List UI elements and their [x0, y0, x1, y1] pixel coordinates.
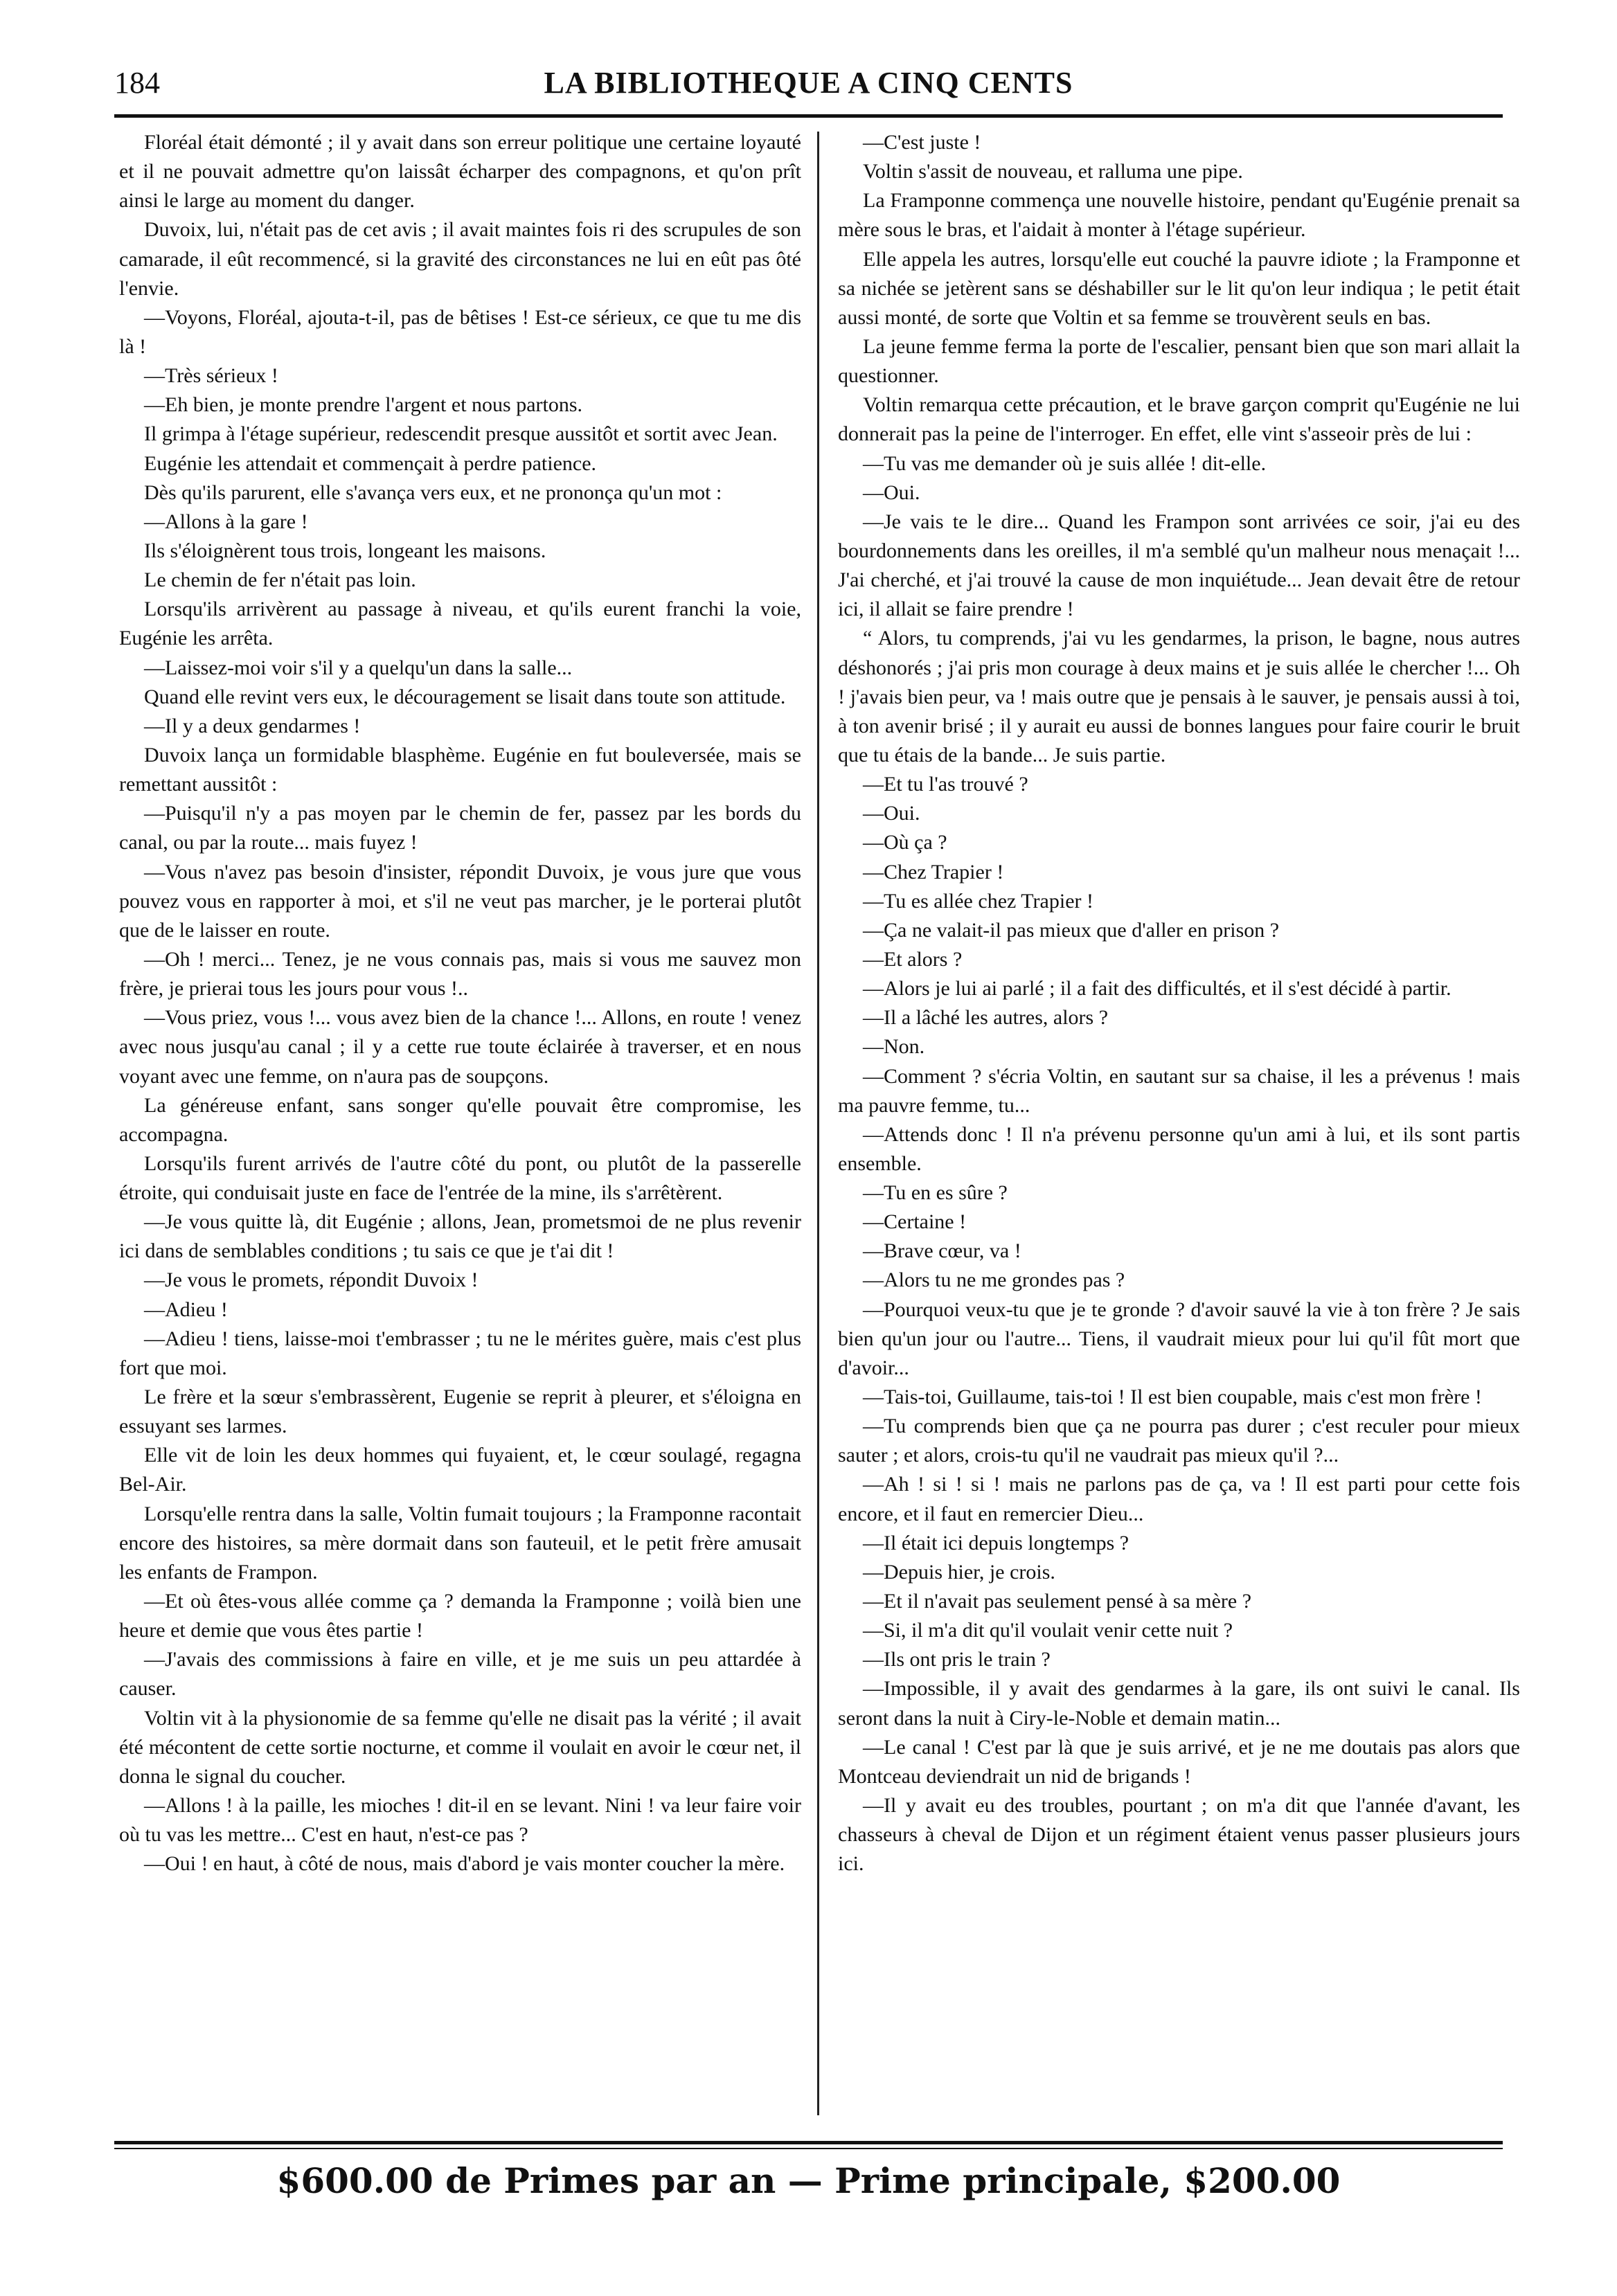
paragraph: Le chemin de fer n'était pas loin.	[144, 568, 416, 592]
paragraph: Quand elle revint vers eux, le découragement se lisait dans toute son attitude.	[144, 685, 786, 708]
paragraph: —Allons ! à la paille, les mioches ! dit-il en se levant. Nini ! va leur faire voir où tu vas les mettre... C'est en haut, n'est-ce pas ?	[119, 1794, 801, 1847]
paragraph: —Eh bien, je monte prendre l'argent et nous partons.	[144, 393, 583, 417]
paragraph: —Voyons, Floréal, ajouta-t-il, pas de bêtises ! Est-ce sérieux, ce que tu me dis là !	[119, 305, 801, 358]
paragraph: —Brave cœur, va !	[863, 1239, 1021, 1263]
paragraph: Lorsqu'elle rentra dans la salle, Voltin fumait toujours ; la Framponne racontait encore des histoires, sa mère dormait dans son fauteuil, et le petit frère amusait les enfants de Frampon.	[119, 1502, 801, 1584]
paragraph: —Il y avait eu des troubles, pourtant ; on m'a dit que l'année d'avant, les chasseurs à cheval de Dijon et un régiment étaient venus passer plusieurs jours ici.	[838, 1794, 1520, 1876]
paragraph: —Depuis hier, je crois.	[863, 1560, 1055, 1584]
page-number: 184	[114, 66, 160, 100]
paragraph: —Certaine !	[863, 1210, 967, 1234]
paragraph: —Je vous le promets, répondit Duvoix !	[144, 1268, 479, 1292]
running-title: LA BIBLIOTHEQUE A CINQ CENTS	[544, 66, 1073, 100]
paragraph: —J'avais des commissions à faire en ville, et je me suis un peu attardée à causer.	[119, 1648, 801, 1701]
paragraph: —Allons à la gare !	[144, 510, 308, 533]
paragraph: —Attends donc ! Il n'a prévenu personne qu'un ami à lui, et ils sont partis ensemble.	[838, 1122, 1520, 1175]
paragraph: Duvoix lança un formidable blasphème. Eugénie en fut bouleversée, mais se remettant aussitôt :	[119, 743, 801, 796]
column-divider	[817, 132, 819, 2115]
paragraph: —Oui ! en haut, à côté de nous, mais d'abord je vais monter coucher la mère.	[144, 1852, 785, 1876]
paragraph: Voltin s'assit de nouveau, et ralluma une pipe.	[863, 160, 1243, 183]
paragraph: Voltin vit à la physionomie de sa femme qu'elle ne disait pas la vérité ; il avait été mécontent de cette sortie nocturne, et comme il voulait en avoir le cœur net, il donna le signal du coucher.	[119, 1706, 801, 1788]
paragraph: Le frère et la sœur s'embrassèrent, Eugenie se reprit à pleurer, et s'éloigna en essuyant ses larmes.	[119, 1385, 801, 1438]
footer-banner: $600.00 de Primes par an — Prime principale, $200.00	[276, 2160, 1341, 2201]
paragraph: —Impossible, il y avait des gendarmes à la gare, ils ont suivi le canal. Ils seront dans la nuit à Ciry-le-Noble et demain matin...	[838, 1677, 1520, 1730]
left-column	[119, 128, 801, 2122]
header-rule	[114, 114, 1503, 118]
paragraph: —Tu comprends bien que ça ne pourra pas durer ; c'est reculer pour mieux sauter ; et alors, crois-tu qu'il ne vaudrait pas mieux qu'il ?...	[838, 1415, 1520, 1467]
paragraph: —Oh ! merci... Tenez, je ne vous connais pas, mais si vous me sauvez mon frère, je prierai tous les jours pour vous !..	[119, 947, 801, 1001]
paragraph: La généreuse enfant, sans songer qu'elle pouvait être compromise, les accompagna.	[119, 1093, 801, 1146]
paragraph: —Le canal ! C'est par là que je suis arrivé, et je ne me doutais pas alors que Montceau deviendrait un nid de brigands !	[838, 1735, 1520, 1788]
paragraph: —Il était ici depuis longtemps ?	[863, 1531, 1129, 1554]
paragraph: —Puisqu'il n'y a pas moyen par le chemin de fer, passez par les bords du canal, ou par la route... mais fuyez !	[119, 802, 801, 854]
paragraph: —Très sérieux !	[144, 364, 278, 388]
paragraph: —Pourquoi veux-tu que je te gronde ? d'avoir sauvé la vie à ton frère ? Je sais bien qu'un jour ou l'autre... Tiens, il vaudrait mieux pour lui qu'il fût mort que d'avoir...	[838, 1298, 1520, 1379]
paragraph: —Je vous quitte là, dit Eugénie ; allons, Jean, prometsmoi de ne plus revenir ici dans de semblables conditions ; tu sais ce que je t'ai dit !	[119, 1210, 801, 1263]
paragraph: —Laissez-moi voir s'il y a quelqu'un dans la salle...	[144, 656, 573, 679]
paragraph: —Et il n'avait pas seulement pensé à sa mère ?	[863, 1590, 1252, 1613]
paragraph: —Vous priez, vous !... vous avez bien de la chance !... Allons, en route ! venez avec nous jusqu'au canal ; il y a cette rue toute éclairée à traverser, et en nous voyant avec une femme, on n'aura pas de soupçons.	[119, 1006, 801, 1088]
paragraph: —Et où êtes-vous allée comme ça ? demanda la Framponne ; voilà bien une heure et demie que vous êtes partie !	[119, 1590, 801, 1642]
paragraph: —Ah ! si ! si ! mais ne parlons pas de ça, va ! Il est parti pour cette fois encore, et il faut en remercier Dieu...	[838, 1473, 1520, 1525]
paragraph: —Si, il m'a dit qu'il voulait venir cette nuit ?	[863, 1619, 1233, 1642]
paragraph: —Et alors ?	[863, 947, 963, 971]
paragraph: Floréal était démonté ; il y avait dans son erreur politique une certaine loyauté et il ne pouvait admettre qu'on laissât écharper des compagnons, et qu'on prît ainsi le large au moment du danger.	[119, 131, 801, 213]
paragraph: —Comment ? s'écria Voltin, en sautant sur sa chaise, il les a prévenus ! mais ma pauvre femme, tu...	[838, 1064, 1520, 1117]
paragraph: —Il a lâché les autres, alors ?	[863, 1006, 1109, 1030]
paragraph: —Il y a deux gendarmes !	[144, 714, 361, 737]
paragraph: Lorsqu'ils furent arrivés de l'autre côté du pont, ou plutôt de la passerelle étroite, qui conduisait juste en face de l'entrée de la mine, ils s'arrêtèrent.	[119, 1151, 801, 1205]
paragraph: —Ça ne valait-il pas mieux que d'aller en prison ?	[863, 918, 1280, 942]
paragraph: —Ils ont pris le train ?	[863, 1648, 1051, 1671]
footer-rule	[114, 2141, 1503, 2144]
paragraph: —Tu vas me demander où je suis allée ! dit-elle.	[863, 451, 1267, 475]
paragraph: “ Alors, tu comprends, j'ai vu les gendarmes, la prison, le bagne, nous autres déshonorés ; j'ai pris mon courage à deux mains et je suis allée le chercher !... Oh ! j'avais bien peur, va ! mais outre que je pensais à le sauver, je pensais aussi à toi, à ton avenir brisé ; il y aurait eu aussi de bonnes langues pour faire courir le bruit que tu étais de la bande... Je suis partie.	[838, 627, 1520, 766]
paragraph: —Tu es allée chez Trapier !	[863, 889, 1093, 913]
paragraph: —Oui.	[863, 481, 920, 504]
paragraph: Dès qu'ils parurent, elle s'avança vers eux, et ne prononça qu'un mot :	[144, 481, 722, 504]
paragraph: —Et tu l'as trouvé ?	[863, 773, 1028, 796]
paragraph: Ils s'éloignèrent tous trois, longeant les maisons.	[144, 539, 546, 562]
paragraph: —Où ça ?	[863, 831, 947, 854]
paragraph: —Alors tu ne me grondes pas ?	[863, 1268, 1125, 1292]
paragraph: Voltin remarqua cette précaution, et le brave garçon comprit qu'Eugénie ne lui donnerait pas la peine de l'interroger. En effet, elle vint s'asseoir près de lui :	[838, 393, 1520, 446]
paragraph: —Adieu ! tiens, laisse-moi t'embrasser ; tu ne le mérites guère, mais c'est plus fort que moi.	[119, 1327, 801, 1379]
paragraph: Elle vit de loin les deux hommes qui fuyaient, et, le cœur soulagé, regagna Bel-Air.	[119, 1444, 801, 1496]
paragraph: Il grimpa à l'étage supérieur, redescendit presque aussitôt et sortit avec Jean.	[144, 422, 778, 446]
paragraph: La jeune femme ferma la porte de l'escalier, pensant bien que son mari allait la questionner.	[838, 334, 1520, 388]
page-header	[114, 55, 1503, 104]
paragraph: —Je vais te le dire... Quand les Frampon sont arrivées ce soir, j'ai eu des bourdonnements dans les oreilles, il m'a semblé qu'un malheur nous menaçait !... J'ai cherché, et j'ai trouvé la cause de mon inquiétude... Jean devait être de retour ici, il allait se faire prendre !	[838, 510, 1520, 621]
paragraph: —Tu en es sûre ?	[863, 1181, 1008, 1205]
paragraph: Duvoix, lui, n'était pas de cet avis ; il avait maintes fois ri des scrupules de son camarade, il eût recommencé, si la gravité des circonstances ne lui en eût pas ôté l'envie.	[119, 218, 801, 300]
right-column	[838, 128, 1520, 2122]
paragraph: —C'est juste !	[863, 131, 981, 154]
paragraph: Eugénie les attendait et commençait à perdre patience.	[144, 451, 597, 475]
paragraph: La Framponne commença une nouvelle histoire, pendant qu'Eugénie prenait sa mère sous le bras, et l'aidait à monter à l'étage supérieur.	[838, 189, 1520, 242]
paragraph: —Chez Trapier !	[863, 860, 1004, 884]
paragraph: —Alors je lui ai parlé ; il a fait des difficultés, et il s'est décidé à partir.	[863, 977, 1451, 1001]
paragraph: —Tais-toi, Guillaume, tais-toi ! Il est bien coupable, mais c'est mon frère !	[863, 1385, 1482, 1409]
paragraph: Lorsqu'ils arrivèrent au passage à niveau, et qu'ils eurent franchi la voie, Eugénie les arrêta.	[119, 598, 801, 650]
paragraph: —Vous n'avez pas besoin d'insister, répondit Duvoix, je vous jure que vous pouvez vous en rapporter à moi, et s'il ne veut pas marcher, je le porterai plutôt que de le laisser en route.	[119, 860, 801, 942]
paragraph: Elle appela les autres, lorsqu'elle eut couché la pauvre idiote ; la Framponne et sa nichée se jetèrent sans se déshabiller sur le lit qu'on leur indiqua ; le petit était aussi monté, de sorte que Voltin et sa femme se trouvèrent seuls en bas.	[838, 247, 1520, 329]
footer-rule-thin	[114, 2148, 1503, 2149]
paragraph: —Adieu !	[144, 1298, 228, 1321]
paragraph: —Non.	[863, 1035, 925, 1059]
paragraph: —Oui.	[863, 802, 920, 825]
